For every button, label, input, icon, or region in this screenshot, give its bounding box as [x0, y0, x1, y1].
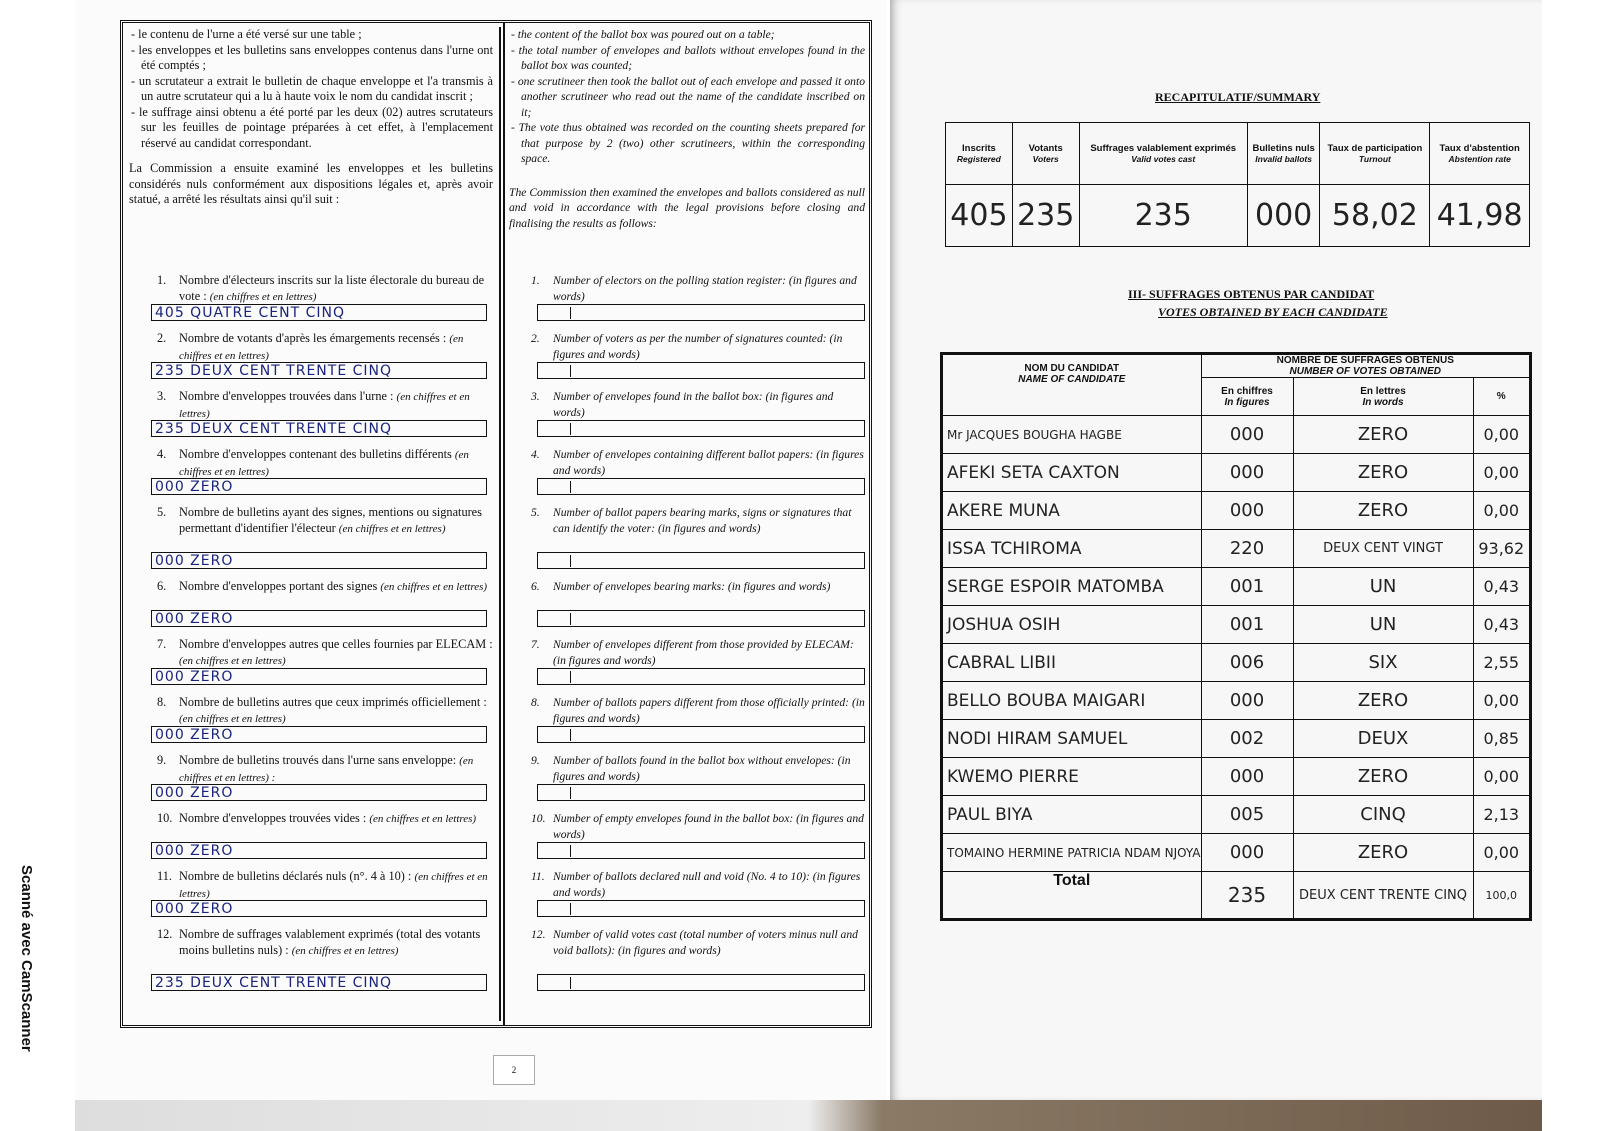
- name-header: NOM DU CANDIDAT NAME OF CANDIDATE: [942, 354, 1202, 416]
- procedure-bullet-fr: - les enveloppes et les bulletins sans enveloppes contenus dans l'urne ont été comptés ;: [131, 42, 493, 72]
- item-number: 3.: [531, 390, 540, 403]
- candidate-votes-words: ZERO: [1293, 454, 1473, 492]
- candidates-table: [940, 352, 1532, 921]
- summary-header-fr: Votants: [1028, 142, 1063, 154]
- summary-header: [946, 123, 1013, 185]
- candidate-percent: 2,55: [1473, 644, 1530, 682]
- candidate-row: [942, 530, 1531, 568]
- form-item-fr: [155, 579, 493, 627]
- form-item-fr: [155, 753, 493, 801]
- summary-header: [1012, 123, 1079, 185]
- candidate-votes-figures: 005: [1201, 796, 1293, 834]
- candidate-row: [942, 568, 1531, 606]
- candidate-percent: 0,43: [1473, 568, 1530, 606]
- item-label: [531, 505, 865, 536]
- item-number: 9.: [531, 754, 540, 767]
- item-label: [157, 273, 493, 305]
- summary-header-en: Abstention rate: [1448, 153, 1511, 164]
- item-value-field-empty[interactable]: [537, 726, 865, 743]
- summary-value: 000: [1247, 185, 1320, 247]
- item-text: Nombre de bulletins autres que ceux imprimés officiellement :: [179, 695, 487, 709]
- item-value-field[interactable]: 000 ZERO: [151, 552, 487, 569]
- item-value-field-empty[interactable]: [537, 552, 865, 569]
- scan-background-strip: [75, 1100, 1542, 1131]
- item-number: 7.: [531, 638, 540, 651]
- form-item-en: [531, 811, 865, 842]
- candidate-percent: 0,43: [1473, 606, 1530, 644]
- item-label: [531, 927, 865, 958]
- form-item-en: [531, 447, 865, 478]
- candidate-row: [942, 796, 1531, 834]
- item-hint: (en chiffres et en lettres): [179, 654, 286, 667]
- item-hint: (en chiffres et en lettres): [338, 522, 446, 535]
- item-value-field[interactable]: 000 ZERO: [151, 784, 487, 801]
- item-value-field-empty[interactable]: [537, 362, 865, 379]
- item-label: [157, 447, 493, 480]
- summary-header-en: Turnout: [1358, 153, 1391, 164]
- summary-header-en: Voters: [1032, 153, 1059, 164]
- candidate-name: SERGE ESPOIR MATOMBA: [942, 568, 1202, 606]
- summary-header-en: Registered: [956, 153, 1001, 164]
- item-hint: (en chiffres et en lettres): [179, 449, 469, 478]
- item-value-field[interactable]: 000 ZERO: [151, 726, 487, 743]
- item-number: 10.: [157, 811, 173, 825]
- item-hint: (en chiffres et en lettres): [179, 391, 470, 420]
- candidate-percent: 0,00: [1473, 416, 1530, 454]
- summary-value: 405: [946, 185, 1013, 247]
- item-label: [531, 811, 865, 842]
- english-column: [509, 27, 865, 1021]
- candidate-votes-figures: 001: [1201, 606, 1293, 644]
- item-text: Number of voters as per the number of signatures counted: (in figures and words): [553, 332, 843, 361]
- candidate-votes-words: UN: [1293, 568, 1473, 606]
- candidate-votes-words: UN: [1293, 606, 1473, 644]
- item-number: 6.: [157, 579, 167, 593]
- candidate-percent: 0,85: [1473, 720, 1530, 758]
- item-text: Nombre de suffrages valablement exprimés (total des votants moins bulletins nuls) :: [179, 927, 481, 957]
- item-label: [531, 579, 865, 595]
- candidate-votes-words: CINQ: [1293, 796, 1473, 834]
- candidate-votes-figures: 000: [1201, 454, 1293, 492]
- form-item-en: [531, 753, 865, 784]
- form-item-en: [531, 389, 865, 420]
- candidate-name: PAUL BIYA: [942, 796, 1202, 834]
- item-text: Number of ballot papers bearing marks, signs or signatures that can identify the voter: (in figures and words): [553, 506, 852, 535]
- summary-title: RECAPITULATIF/SUMMARY: [1155, 90, 1321, 104]
- candidate-percent: 0,00: [1473, 492, 1530, 530]
- percent-header: %: [1473, 378, 1530, 416]
- item-text: Nombre d'enveloppes trouvées vides :: [179, 811, 367, 825]
- candidate-votes-figures: 000: [1201, 492, 1293, 530]
- summary-value: 41,98: [1430, 185, 1530, 247]
- item-value-field[interactable]: 235 DEUX CENT TRENTE CINQ: [151, 362, 487, 379]
- procedure-bullet-en: - the total number of envelopes and ballots without envelopes found in the ballot box was counted;: [511, 43, 865, 72]
- item-value-field[interactable]: 235 DEUX CENT TRENTE CINQ: [151, 974, 487, 991]
- form-item-fr: [155, 811, 493, 859]
- candidate-row: [942, 834, 1531, 872]
- item-label: [531, 753, 865, 784]
- item-label: [531, 869, 865, 900]
- item-number: 8.: [157, 695, 167, 709]
- item-value-field[interactable]: 000 ZERO: [151, 610, 487, 627]
- item-label: [531, 331, 865, 362]
- item-hint: (en chiffres et en lettres): [291, 944, 399, 957]
- summary-header-fr: Taux d'abstention: [1439, 142, 1520, 154]
- candidate-row: [942, 416, 1531, 454]
- item-number: 10.: [531, 812, 546, 825]
- candidate-percent: 2,13: [1473, 796, 1530, 834]
- item-text: Nombre d'enveloppes contenant des bulletins différents: [179, 447, 452, 461]
- summary-header: [1320, 123, 1430, 185]
- item-text: Nombre de bulletins trouvés dans l'urne sans enveloppe:: [179, 753, 457, 767]
- summary-header: [1079, 123, 1247, 185]
- item-hint: (en chiffres et en lettres): [209, 290, 317, 303]
- summary-value: 235: [1012, 185, 1079, 247]
- item-text: Number of envelopes containing different ballot papers: (in figures and words): [553, 448, 864, 477]
- candidate-votes-figures: 220: [1201, 530, 1293, 568]
- item-text: Number of ballots declared null and void (No. 4 to 10): (in figures and words): [553, 870, 861, 899]
- item-text: Nombre d'enveloppes trouvées dans l'urne :: [179, 389, 394, 403]
- item-number: 3.: [157, 389, 167, 403]
- candidate-name: ISSA TCHIROMA: [942, 530, 1202, 568]
- item-value-field-empty[interactable]: [537, 974, 865, 991]
- candidate-name: JOSHUA OSIH: [942, 606, 1202, 644]
- item-number: 8.: [531, 696, 540, 709]
- candidate-row: [942, 644, 1531, 682]
- item-label: [157, 331, 493, 364]
- camscanner-watermark: Scanné avec CamScanner: [18, 865, 35, 1052]
- form-item-en: [531, 695, 865, 726]
- item-value-field[interactable]: 000 ZERO: [151, 668, 487, 685]
- total-percent: 100,0: [1473, 872, 1530, 920]
- candidate-percent: 0,00: [1473, 454, 1530, 492]
- commission-paragraph-en: The Commission then examined the envelopes and ballots considered as null and void in accordance with the legal provisions before closing and finalising the results as follows:: [509, 185, 865, 230]
- candidate-votes-words: SIX: [1293, 644, 1473, 682]
- form-item-fr: [155, 637, 493, 685]
- candidate-votes-figures: 000: [1201, 416, 1293, 454]
- total-row: [942, 872, 1531, 920]
- item-value-field-empty[interactable]: [537, 842, 865, 859]
- form-item-en: [531, 927, 865, 958]
- summary-header-fr: Bulletins nuls: [1252, 142, 1315, 154]
- item-value-field[interactable]: 235 DEUX CENT TRENTE CINQ: [151, 420, 487, 437]
- item-label: [531, 273, 865, 304]
- item-text: Nombre d'enveloppes portant des signes: [179, 579, 378, 593]
- item-text: Number of electors on the polling station register: (in figures and words): [553, 274, 857, 303]
- procedure-bullet-fr: - le suffrage ainsi obtenu a été porté par les deux (02) autres scrutateurs sur les feuilles de pointage préparées à cet effet, à l'emplacement réservé au candidat correspondant.: [131, 104, 493, 150]
- candidate-votes-words: ZERO: [1293, 834, 1473, 872]
- item-hint: (en chiffres et en lettres) :: [179, 755, 474, 784]
- form-item-en: [531, 505, 865, 536]
- item-label: [157, 753, 493, 786]
- item-hint: (en chiffres et en lettres): [179, 712, 286, 725]
- item-value-field[interactable]: 000 ZERO: [151, 478, 487, 495]
- item-text: Nombre de votants d'après les émargements recensés :: [179, 331, 447, 345]
- item-number: 6.: [531, 580, 540, 593]
- candidate-percent: 93,62: [1473, 530, 1530, 568]
- figures-header: En chiffres In figures: [1201, 378, 1293, 416]
- summary-header-fr: Inscrits: [962, 142, 996, 154]
- votes-header: NOMBRE DE SUFFRAGES OBTENUS NUMBER OF VOTES OBTAINED: [1201, 354, 1530, 378]
- item-label: [157, 811, 493, 828]
- item-text: Nombre d'enveloppes autres que celles fournies par ELECAM :: [179, 637, 493, 651]
- item-label: [531, 637, 865, 668]
- candidate-percent: 0,00: [1473, 834, 1530, 872]
- item-value-field-empty[interactable]: [537, 610, 865, 627]
- item-number: 5.: [531, 506, 540, 519]
- item-text: Number of valid votes cast (total number of voters minus null and void ballots): (in figures and words): [553, 928, 858, 957]
- candidate-name: CABRAL LIBII: [942, 644, 1202, 682]
- total-words: DEUX CENT TRENTE CINQ: [1293, 872, 1473, 920]
- item-value-field-empty[interactable]: [537, 784, 865, 801]
- item-label: [157, 505, 493, 537]
- form-item-fr: [155, 505, 493, 569]
- item-label: [531, 389, 865, 420]
- item-label: [531, 695, 865, 726]
- item-number: 2.: [157, 331, 167, 345]
- candidate-percent: 0,00: [1473, 758, 1530, 796]
- candidate-row: [942, 492, 1531, 530]
- candidate-name: AKERE MUNA: [942, 492, 1202, 530]
- procedure-bullet-en: - one scrutineer then took the ballot out of each envelope and passed it onto another scrutineer who read out the name of the candidate inscribed on it;: [511, 74, 865, 119]
- item-number: 5.: [157, 505, 167, 519]
- candidate-votes-figures: 001: [1201, 568, 1293, 606]
- total-figures: 235: [1201, 872, 1293, 920]
- candidate-votes-figures: 002: [1201, 720, 1293, 758]
- summary-header: [1430, 123, 1530, 185]
- candidate-votes-figures: 000: [1201, 758, 1293, 796]
- item-text: Nombre d'électeurs inscrits sur la liste électorale du bureau de vote :: [179, 273, 485, 303]
- candidate-name: AFEKI SETA CAXTON: [942, 454, 1202, 492]
- form-item-en: [531, 273, 865, 304]
- form-item-fr: [155, 331, 493, 379]
- item-text: Number of envelopes found in the ballot box: (in figures and words): [553, 390, 834, 419]
- commission-paragraph-fr: La Commission a ensuite examiné les enveloppes et les bulletins considérés nuls conformément aux dispositions légales et, après avoir statué, a arrêté les résultats ainsi qu'il suit :: [129, 161, 493, 206]
- form-item-fr: [155, 869, 493, 917]
- candidate-votes-words: ZERO: [1293, 682, 1473, 720]
- item-value-field-empty[interactable]: [537, 478, 865, 495]
- form-item-en: [531, 331, 865, 362]
- candidate-votes-words: DEUX: [1293, 720, 1473, 758]
- item-text: Nombre de bulletins ayant des signes, mentions ou signatures permettant d'identifier l'électeur: [179, 505, 482, 535]
- candidate-votes-words: ZERO: [1293, 758, 1473, 796]
- item-label: [157, 579, 493, 596]
- item-hint: (en chiffres et en lettres): [179, 871, 488, 900]
- candidate-votes-words: DEUX CENT VINGT: [1293, 530, 1473, 568]
- summary-header-en: Valid votes cast: [1131, 153, 1196, 164]
- candidate-votes-words: ZERO: [1293, 416, 1473, 454]
- form-item-en: [531, 869, 865, 900]
- candidate-percent: 0,00: [1473, 682, 1530, 720]
- form-item-fr: [155, 389, 493, 437]
- item-number: 11.: [157, 869, 172, 883]
- item-label: [157, 869, 493, 902]
- item-value-field[interactable]: 000 ZERO: [151, 842, 487, 859]
- form-item-fr: [155, 273, 493, 321]
- item-label: [157, 389, 493, 422]
- item-value-field-empty[interactable]: [537, 304, 865, 321]
- summary-header: [1247, 123, 1320, 185]
- item-value-field-empty[interactable]: [537, 900, 865, 917]
- item-label: [531, 447, 865, 478]
- item-value-field-empty[interactable]: [537, 668, 865, 685]
- item-number: 4.: [531, 448, 540, 461]
- candidate-row: [942, 682, 1531, 720]
- candidate-name: BELLO BOUBA MAIGARI: [942, 682, 1202, 720]
- item-hint: (en chiffres et en lettres): [179, 333, 464, 362]
- candidate-row: [942, 720, 1531, 758]
- item-text: Number of ballots papers different from those officially printed: (in figures and words): [553, 696, 865, 725]
- procedure-bullet-fr: - le contenu de l'urne a été versé sur une table ;: [131, 27, 362, 41]
- summary-header-fr: Taux de participation: [1327, 142, 1423, 154]
- page-number: 2: [493, 1055, 535, 1085]
- candidate-votes-words: ZERO: [1293, 492, 1473, 530]
- candidate-row: [942, 758, 1531, 796]
- item-hint: (en chiffres et en lettres): [380, 581, 488, 593]
- candidate-name: Mr JACQUES BOUGHA HAGBE: [942, 416, 1202, 454]
- item-number: 2.: [531, 332, 540, 345]
- item-value-field-empty[interactable]: [537, 420, 865, 437]
- item-number: 12.: [531, 928, 546, 941]
- summary-header-en: Invalid ballots: [1255, 153, 1312, 164]
- item-label: [157, 637, 493, 669]
- total-label: Total: [942, 872, 1202, 920]
- candidate-row: [942, 454, 1531, 492]
- procedure-bullet-en: - The vote thus obtained was recorded on the counting sheets prepared for that purpose by 2 (two) other scrutineers, within the corresponding space.: [511, 121, 865, 165]
- minutes-form-frame: [120, 20, 872, 1028]
- candidate-name: NODI HIRAM SAMUEL: [942, 720, 1202, 758]
- words-header: En lettres In words: [1293, 378, 1473, 416]
- form-item-fr: [155, 447, 493, 495]
- item-text: Number of envelopes different from those provided by ELECAM: (in figures and words): [553, 638, 854, 667]
- candidate-votes-figures: 000: [1201, 834, 1293, 872]
- candidate-name: KWEMO PIERRE: [942, 758, 1202, 796]
- procedure-bullet-en: - the content of the ballot box was poured out on a table;: [511, 28, 775, 41]
- candidate-votes-figures: 006: [1201, 644, 1293, 682]
- item-label: [157, 695, 493, 727]
- form-item-fr: [155, 927, 493, 991]
- item-number: 9.: [157, 753, 167, 767]
- item-text: Number of ballots found in the ballot box without envelopes: (in figures and words): [553, 754, 851, 783]
- item-text: Nombre de bulletins déclarés nuls (n°. 4 à 10) :: [179, 869, 412, 883]
- french-column: [129, 27, 501, 1021]
- item-number: 11.: [531, 870, 545, 883]
- item-text: Number of empty envelopes found in the ballot box: (in figures and words): [553, 812, 864, 841]
- summary-value: 235: [1079, 185, 1247, 247]
- candidate-votes-figures: 000: [1201, 682, 1293, 720]
- form-item-en: [531, 637, 865, 668]
- item-number: 4.: [157, 447, 167, 461]
- procedure-bullet-fr: - un scrutateur a extrait le bulletin de chaque enveloppe et l'a transmis à un autre scrutateur qui a lu à haute voix le nom du candidat inscrit ;: [131, 73, 493, 103]
- candidates-title-fr: III- SUFFRAGES OBTENUS PAR CANDIDAT: [1128, 287, 1375, 301]
- form-item-en: [531, 579, 865, 595]
- summary-table: [945, 122, 1530, 247]
- form-item-fr: [155, 695, 493, 743]
- item-number: 1.: [157, 273, 167, 287]
- item-hint: (en chiffres et en lettres): [369, 813, 477, 825]
- item-label: [157, 927, 493, 959]
- summary-header-fr: Suffrages valablement exprimés: [1090, 142, 1237, 154]
- item-number: 1.: [531, 274, 540, 287]
- candidate-name: TOMAINO HERMINE PATRICIA NDAM NJOYA: [942, 834, 1202, 872]
- item-number: 12.: [157, 927, 173, 941]
- item-value-field[interactable]: 000 ZERO: [151, 900, 487, 917]
- summary-value: 58,02: [1320, 185, 1430, 247]
- column-divider: [503, 23, 505, 1025]
- candidate-row: [942, 606, 1531, 644]
- item-number: 7.: [157, 637, 167, 651]
- item-value-field[interactable]: 405 QUATRE CENT CINQ: [151, 304, 487, 321]
- candidates-title-en: VOTES OBTAINED BY EACH CANDIDATE: [1158, 305, 1388, 319]
- item-text: Number of envelopes bearing marks: (in figures and words): [553, 580, 831, 593]
